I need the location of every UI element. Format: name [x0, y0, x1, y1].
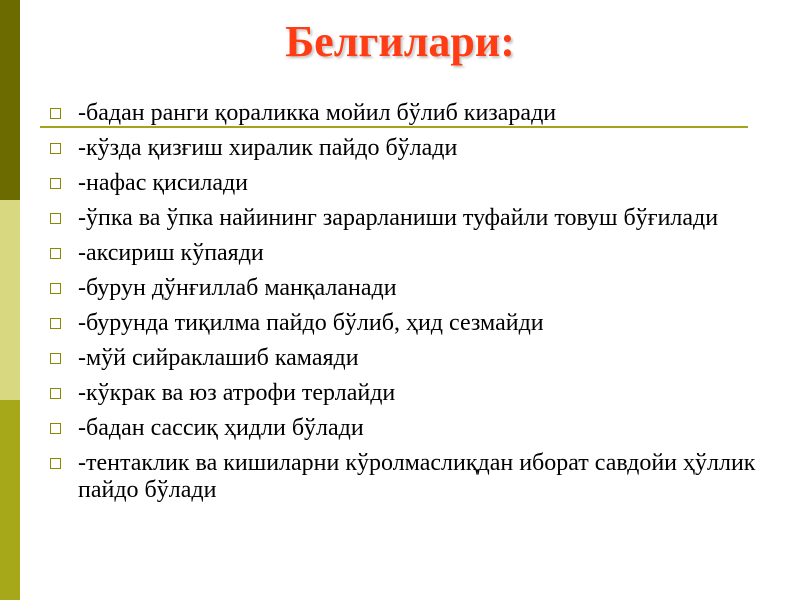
square-bullet-icon [50, 248, 61, 259]
bullet-item [48, 205, 768, 232]
square-bullet-icon [50, 423, 61, 434]
bullet-text: -бадан сассиқ ҳидли бўлади [78, 415, 364, 441]
bullet-text: -тентаклик ва кишиларни кўролмаслиқдан иборат савдойи ҳўллик пайдо бўлади [78, 450, 756, 503]
bullet-item [48, 345, 768, 372]
left-stripe-middle [0, 200, 20, 400]
square-bullet-icon [50, 108, 61, 119]
square-bullet-icon [50, 458, 61, 469]
bullet-text: -кўкрак ва юз атрофи терлайди [78, 380, 396, 406]
square-bullet-icon [50, 353, 61, 364]
bullet-text: -нафас қисилади [78, 170, 249, 196]
square-bullet-icon [50, 318, 61, 329]
bullet-list [48, 100, 768, 512]
bullet-item [48, 380, 768, 407]
bullet-text: -ўпка ва ўпка найининг зарарланиши туфайли товуш бўғилади [78, 205, 719, 231]
bullet-item [48, 450, 768, 504]
bullet-text: -аксириш кўпаяди [78, 240, 264, 266]
bullet-text: -бурун дўнғиллаб манқаланади [78, 275, 397, 301]
bullet-item [48, 275, 768, 302]
bullet-text: -мўй сийраклашиб камаяди [78, 345, 359, 371]
square-bullet-icon [50, 213, 61, 224]
bullet-item [48, 135, 768, 162]
bullet-item [48, 170, 768, 197]
bullet-item [48, 415, 768, 442]
bullet-item [48, 310, 768, 337]
bullet-text: -бадан ранги қораликка мойил бўлиб кизаради [78, 100, 557, 126]
bullet-item [48, 240, 768, 267]
square-bullet-icon [50, 283, 61, 294]
left-stripe-bottom [0, 400, 20, 600]
square-bullet-icon [50, 143, 61, 154]
square-bullet-icon [50, 388, 61, 399]
bullet-text: -бурунда тиқилма пайдо бўлиб, ҳид сезмайди [78, 310, 544, 336]
bullet-text: -кўзда қизғиш хиралик пайдо бўлади [78, 135, 458, 161]
square-bullet-icon [50, 178, 61, 189]
slide-title: Белгилари: [285, 17, 515, 66]
bullet-item [48, 100, 768, 127]
